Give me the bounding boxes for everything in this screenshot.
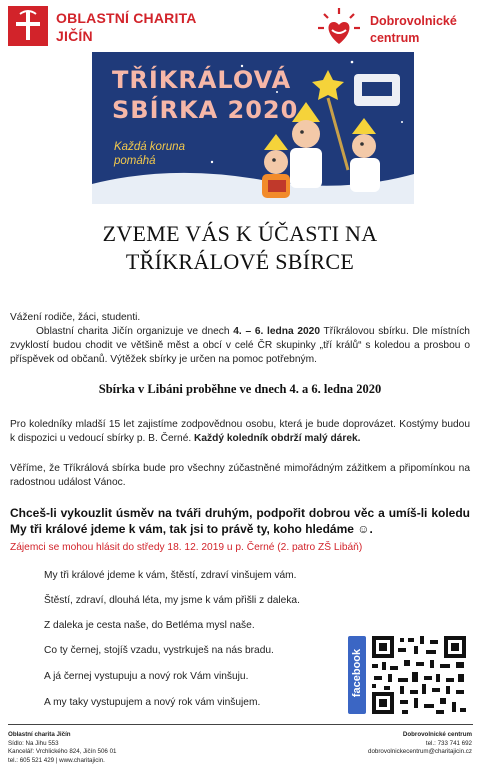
verse-line: My tři králové jdeme k vám, štěstí, zdraví vinšujem vám. — [44, 570, 297, 581]
intro-dates: 4. – 6. ledna 2020 — [233, 326, 321, 337]
verse-line: Co ty černej, stojíš vzadu, vystrkuješ na nás bradu. — [44, 645, 274, 656]
footer-right — [300, 731, 472, 757]
page-title-line2: TŘÍKRÁLOVÉ SBÍRCE — [125, 249, 355, 274]
gift-note: Každý koledník obdrží malý dárek. — [194, 433, 361, 444]
banner-title-line2: SBÍRKA 2020 — [112, 96, 299, 124]
charita-name-line1: OBLASTNÍ CHARITA — [56, 10, 197, 26]
page-title — [40, 220, 440, 276]
verse-line: Z daleka je cesta naše, do Betléma mysl naše. — [44, 620, 255, 631]
footer-centrum-email: dobrovolnickecentrum@charitajicin.cz — [368, 748, 472, 755]
call-to-action: Chceš-li vykouzlit úsměv na tváři druhým, podpořit dobrou věc a umíš-li koledu My tři králové jdeme k vám, tak jsi to právě ty, koho hledáme ☺. — [10, 506, 470, 536]
care-text: Pro koledníky mladší 15 let zajistíme zodpovědnou osobu, která je bude doprovázet. Kostýmy budou k dispozici u vedoucí sbírky p. B. Černé. — [10, 419, 470, 444]
intro-text-a: Oblastní charita Jičín organizuje ve dnech — [36, 326, 234, 337]
footer-centrum-tel: tel.: 733 741 692 — [425, 739, 472, 747]
verse-line: Štěstí, zdraví, dlouhá léta, my jsme k vám přišli z daleka. — [44, 595, 300, 606]
footer-org-name: Oblastní charita Jičín — [8, 731, 71, 738]
trikralova-banner — [92, 52, 414, 204]
banner-title-line1: TŘÍKRÁLOVÁ — [112, 66, 292, 94]
oblastni-charita-logo — [8, 6, 218, 46]
intro-paragraph — [10, 325, 470, 367]
dobrovolnicke-centrum-logo — [316, 6, 476, 50]
banner-slogan — [114, 140, 224, 168]
charita-name-line2: JIČÍN — [56, 28, 93, 44]
centrum-name-line2: centrum — [370, 31, 420, 45]
centrum-name-line1: Dobrovolnické — [370, 14, 457, 28]
footer-office: Kancelář: Vrchlického 824, Jičín 506 01 — [8, 748, 117, 755]
footer-centrum-name: Dobrovolnické centrum — [402, 731, 472, 738]
footer-left — [8, 731, 228, 765]
care-paragraph — [10, 418, 470, 446]
subheading: Sbírka v Libáni proběhne ve dnech 4. a 6. ledna 2020 — [98, 382, 382, 396]
page-title-line1: ZVEME VÁS K ÚČASTI NA — [102, 221, 378, 246]
footer-contact: tel.: 605 521 429 | www.charitajicin. — [8, 756, 105, 764]
believe-paragraph: Věříme, že Tříkrálová sbírka bude pro všechny zúčastněné mimořádným zážitkem a připomínkou na radostnou událost Vánoc. — [10, 463, 470, 488]
verse-line: A já černej vystupuju a nový rok Vám vinšuju. — [44, 671, 249, 682]
facebook-badge[interactable] — [348, 636, 366, 714]
footer-seat: Sídlo: Na Jihu 553 — [8, 739, 59, 747]
banner-slogan-line1: Každá koruna — [114, 141, 185, 153]
banner-slogan-line2: pomáhá — [114, 155, 156, 167]
sun-heart-icon — [316, 6, 362, 50]
signup-note: Zájemci se mohou hlásit do středy 18. 12. 2019 u p. Černé (2. patro ZŠ Libáň) — [10, 542, 363, 553]
facebook-label: facebook — [351, 648, 363, 698]
footer-divider — [8, 724, 473, 725]
verse-line: A my taky vystupujem a nový rok vám vinšujem. — [44, 697, 261, 708]
greeting: Vážení rodiče, žáci, studenti. — [10, 312, 141, 323]
charita-cross-icon — [8, 6, 48, 46]
qr-code-icon[interactable] — [370, 634, 468, 716]
intro-text-b: Tříkrálovou sbírku. Dle místních zvyklostí budou chodit ve většině měst a obcí v celé ČR skupinky „tří králů“ s koledou a prosbou o příspěvek od občanů. Výtěžek sbírky je určen na pomoc potřebným. — [10, 326, 470, 365]
